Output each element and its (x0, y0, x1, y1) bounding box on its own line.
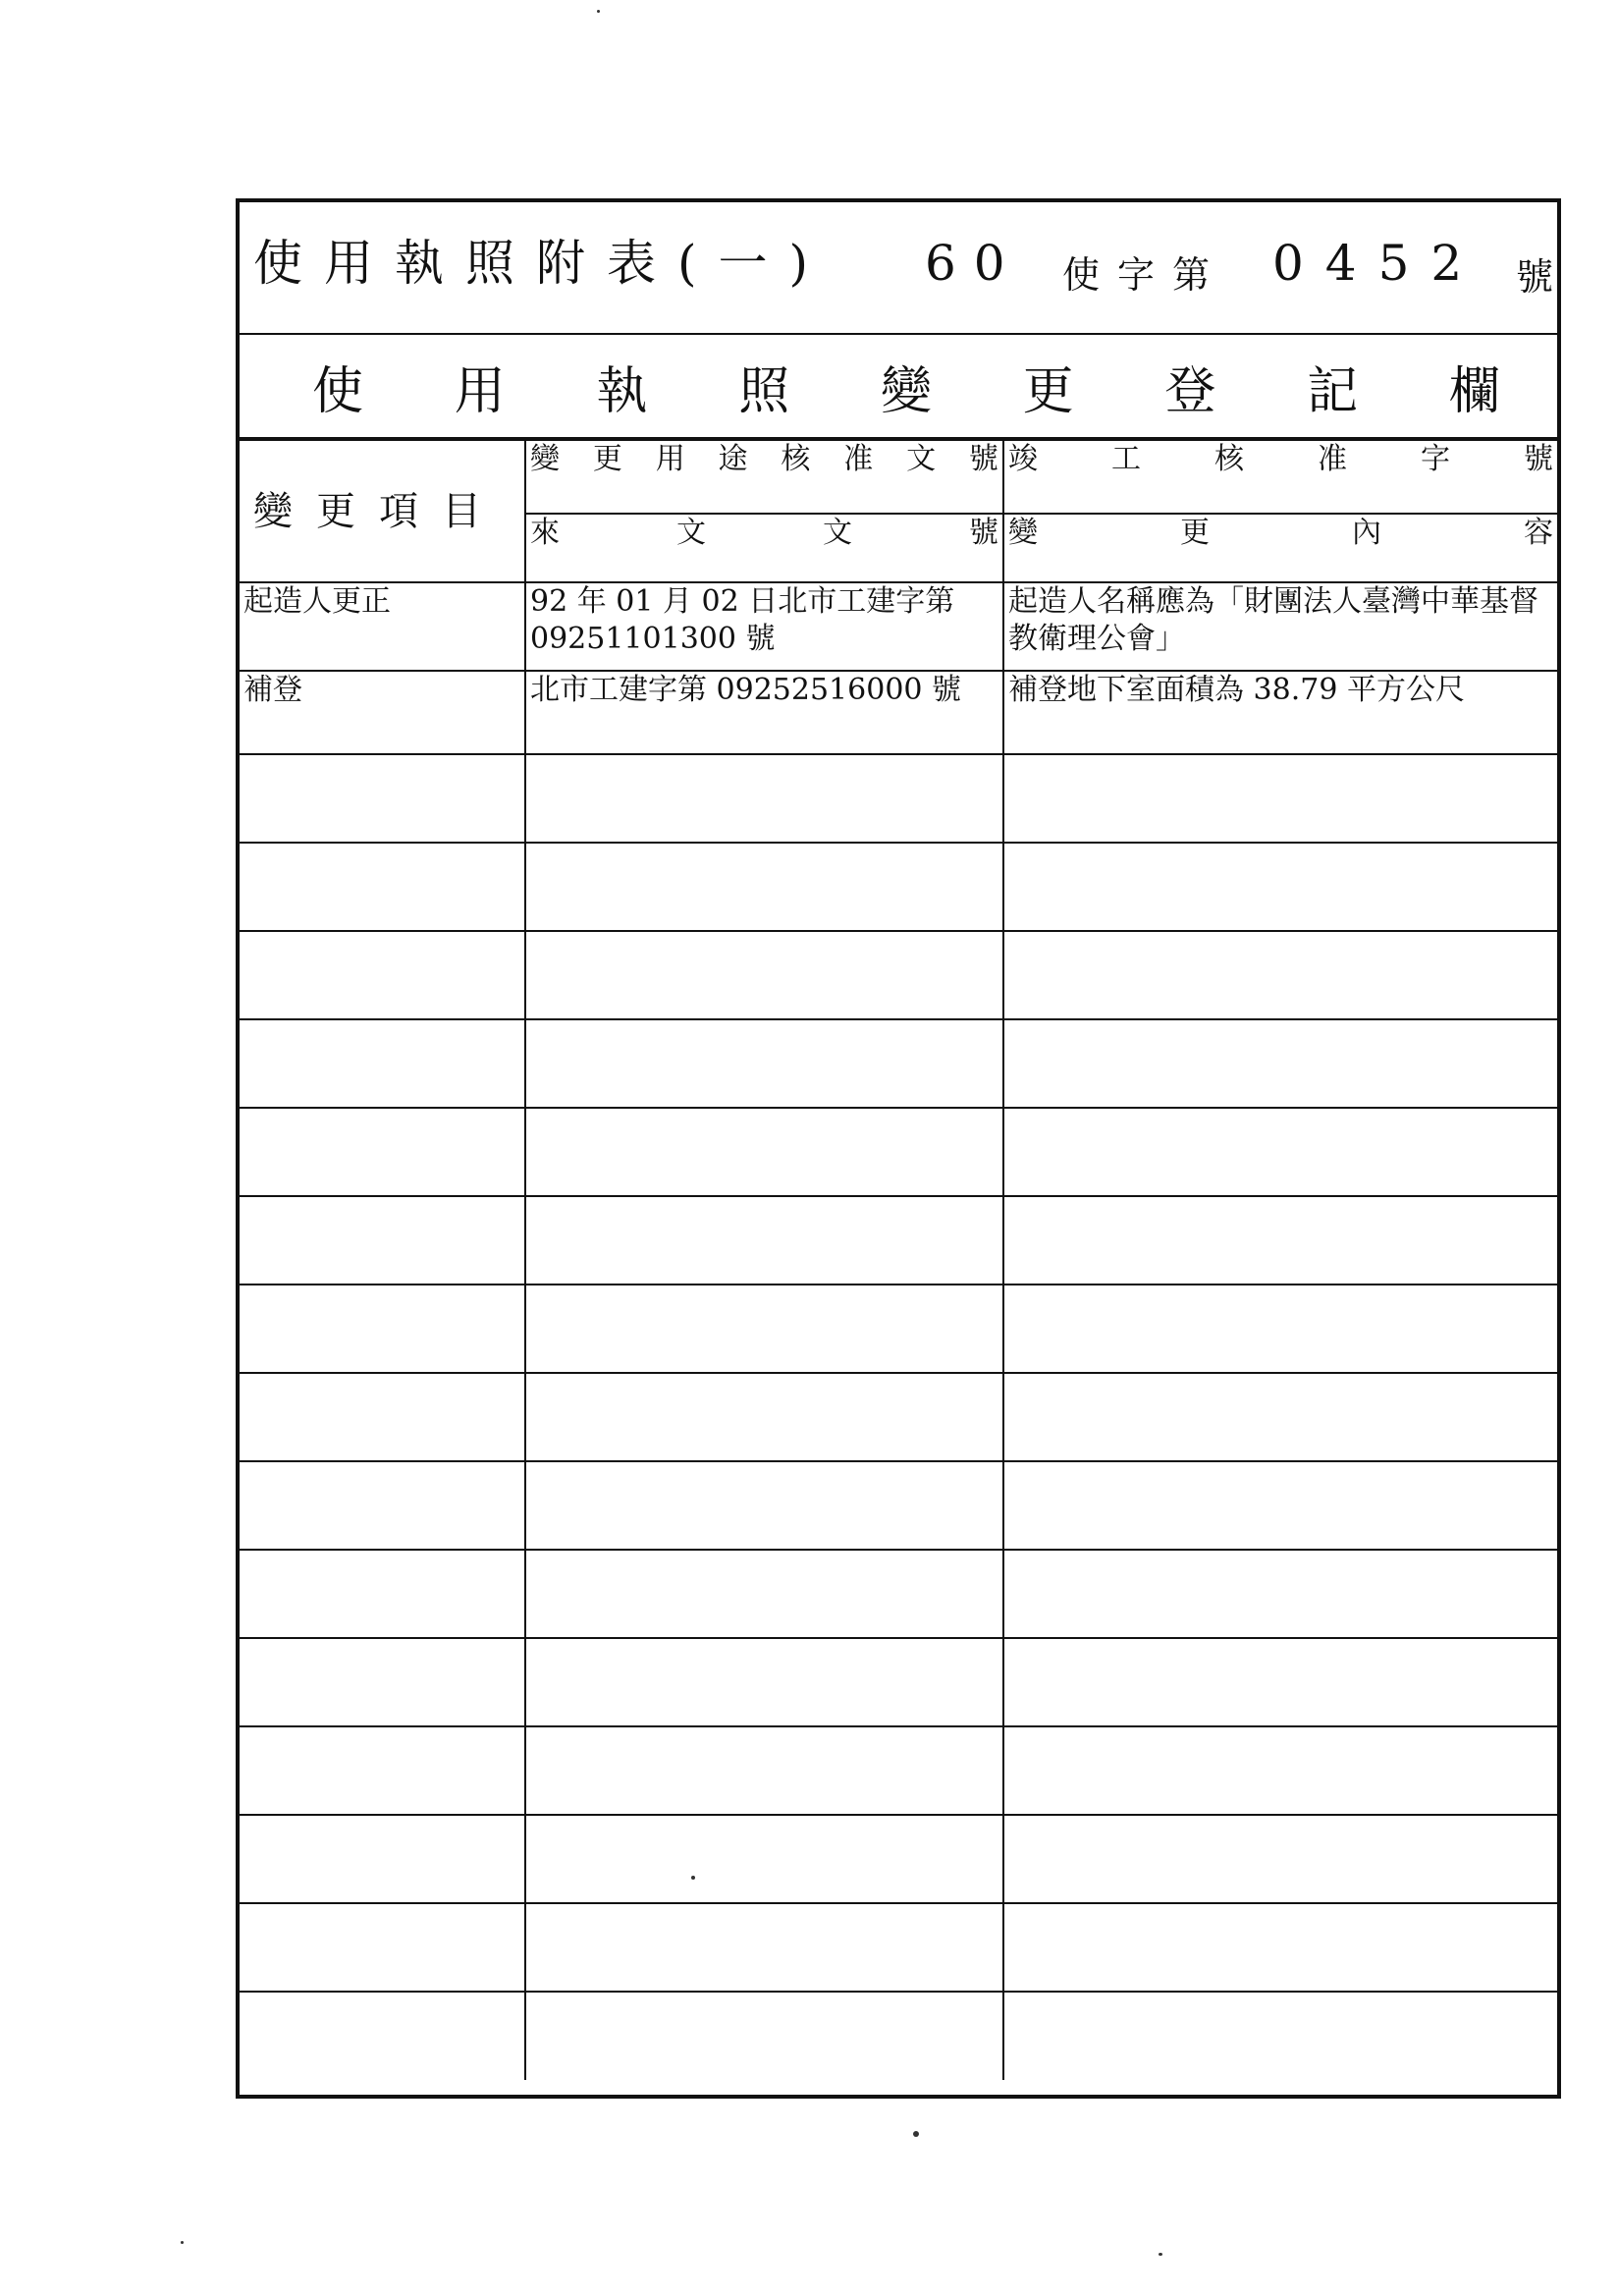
empty-cell (240, 1285, 525, 1373)
empty-cell (240, 1461, 525, 1550)
banner-char: 用 (454, 361, 506, 421)
row-item: 補登 (240, 671, 525, 754)
empty-cell (240, 1638, 525, 1726)
empty-cell (1003, 1815, 1557, 1903)
table-row (240, 671, 1557, 754)
header-row-1 (240, 440, 1557, 514)
empty-cell (1003, 843, 1557, 931)
scan-speck (1159, 2253, 1162, 2256)
empty-cell (240, 1373, 525, 1461)
empty-table-row (240, 1815, 1557, 1903)
empty-cell (1003, 1461, 1557, 1550)
section-banner (240, 335, 1557, 439)
empty-table-row (240, 754, 1557, 843)
empty-cell (1003, 754, 1557, 843)
empty-table-row (240, 843, 1557, 931)
empty-cell (525, 1285, 1003, 1373)
row-content: 起造人名稱應為「財團法人臺灣中華基督教衛理公會」 (1003, 582, 1557, 671)
empty-cell (525, 1108, 1003, 1196)
empty-cell (525, 1373, 1003, 1461)
empty-cell (1003, 1373, 1557, 1461)
empty-cell (1003, 1992, 1557, 2080)
empty-cell (525, 1550, 1003, 1638)
empty-table-row (240, 1461, 1557, 1550)
empty-cell (525, 843, 1003, 931)
row-doc: 北市工建字第 09252516000 號 (525, 671, 1003, 754)
empty-cell (1003, 1108, 1557, 1196)
table-row (240, 582, 1557, 671)
empty-cell (1003, 931, 1557, 1019)
empty-table-row (240, 1108, 1557, 1196)
empty-cell (525, 1196, 1003, 1285)
row-content: 補登地下室面積為 38.79 平方公尺 (1003, 671, 1557, 754)
license-change-form (236, 198, 1561, 2099)
column-header-completion: 竣 工 核 准 字 號 (1003, 440, 1557, 514)
empty-cell (1003, 1903, 1557, 1992)
empty-cell (240, 1196, 525, 1285)
banner-char: 登 (1164, 361, 1216, 421)
license-year: 60 (925, 235, 1023, 292)
empty-cell (1003, 1550, 1557, 1638)
license-serial: 0452 (1272, 235, 1484, 292)
license-prefix: 使字第 (1062, 253, 1228, 297)
empty-table-row (240, 1196, 1557, 1285)
empty-cell (525, 1461, 1003, 1550)
scan-speck (597, 10, 600, 13)
empty-table-row (240, 1285, 1557, 1373)
banner-char: 照 (738, 361, 790, 421)
form-title: 使用執照附表(一) (253, 235, 831, 292)
banner-char: 執 (596, 361, 648, 421)
column-header-approval: 變 更 用 途 核 准 文 號 (525, 440, 1003, 514)
column-header-content: 變 更 內 容 (1003, 514, 1557, 582)
banner-char: 更 (1022, 361, 1074, 421)
empty-cell (240, 1992, 525, 2080)
empty-cell (240, 931, 525, 1019)
empty-cell (525, 1638, 1003, 1726)
empty-cell (525, 754, 1003, 843)
banner-char: 使 (312, 361, 364, 421)
empty-table-row (240, 1019, 1557, 1108)
empty-cell (525, 1019, 1003, 1108)
empty-cell (1003, 1285, 1557, 1373)
empty-cell (240, 1550, 525, 1638)
empty-cell (240, 1108, 525, 1196)
empty-table-row (240, 1726, 1557, 1815)
empty-cell (525, 1726, 1003, 1815)
row-doc: 92 年 01 月 02 日北市工建字第 09251101300 號 (525, 582, 1003, 671)
empty-cell (240, 1903, 525, 1992)
empty-cell (240, 1815, 525, 1903)
form-header (240, 202, 1557, 335)
empty-cell (240, 754, 525, 843)
empty-table-row (240, 1992, 1557, 2080)
column-header-item: 變更項目 (240, 440, 525, 582)
empty-table-row (240, 1638, 1557, 1726)
banner-char: 變 (880, 361, 932, 421)
empty-table-row (240, 1903, 1557, 1992)
change-record-table (240, 439, 1557, 2080)
empty-cell (240, 843, 525, 931)
empty-cell (1003, 1726, 1557, 1815)
scan-speck (181, 2241, 184, 2244)
empty-table-row (240, 1373, 1557, 1461)
empty-cell (1003, 1638, 1557, 1726)
banner-char: 記 (1307, 361, 1359, 421)
empty-cell (525, 1903, 1003, 1992)
empty-cell (525, 1815, 1003, 1903)
empty-cell (525, 1992, 1003, 2080)
row-item: 起造人更正 (240, 582, 525, 671)
empty-cell (240, 1019, 525, 1108)
empty-cell (1003, 1019, 1557, 1108)
banner-char: 欄 (1448, 361, 1500, 421)
empty-cell (525, 931, 1003, 1019)
column-header-doc: 來 文 文 號 (525, 514, 1003, 582)
empty-table-row (240, 931, 1557, 1019)
empty-cell (1003, 1196, 1557, 1285)
empty-cell (240, 1726, 525, 1815)
license-suffix: 號 (1516, 255, 1554, 299)
scan-speck (691, 1876, 695, 1880)
empty-table-row (240, 1550, 1557, 1638)
scan-speck (913, 2131, 919, 2137)
